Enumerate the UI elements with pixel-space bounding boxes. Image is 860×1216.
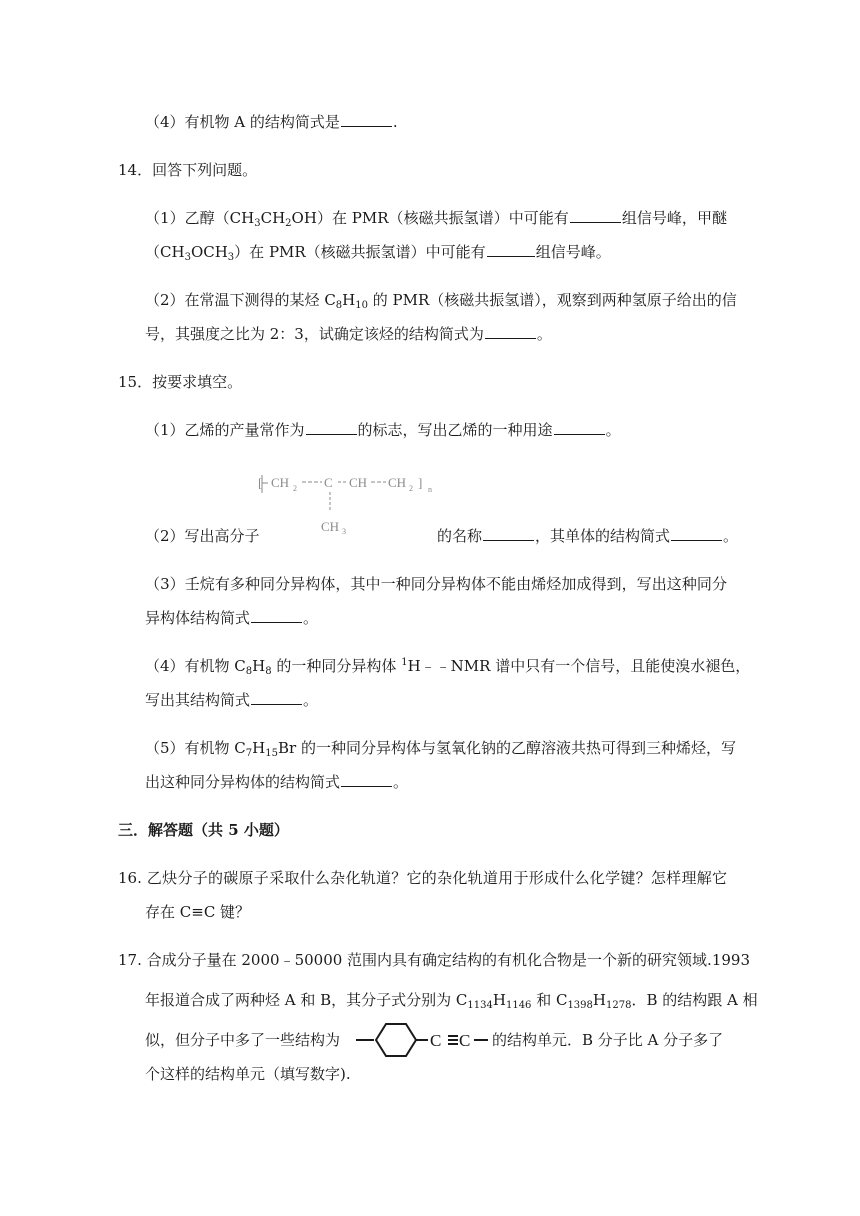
- q15-part4-line2: 写出其结构简式 。: [145, 691, 319, 709]
- question-14-title: 14．回答下列问题。: [118, 161, 258, 179]
- svg-text:2: 2: [293, 484, 297, 493]
- question-16-line1: 16. 乙炔分子的碳原子采取什么杂化轨道？它的杂化轨道用于形成什么化学键？怎样理解它: [118, 869, 727, 887]
- question-17-line2: 年报道合成了两种烃 A 和 B，其分子式分别为 $C_{1134}H_{1146}$ 和 $C_{1398}H_{1278}$．B 的结构跟 A 相: [145, 991, 758, 1011]
- ch-group: CH: [349, 475, 368, 490]
- structural-unit-image: [354, 1016, 490, 1064]
- q14-part1-line1: （1）乙醇$(CH_3CH_2OH)$在 PMR（核磁共振氢谱）中可能有 组信号峰，甲醚: [145, 209, 727, 229]
- svg-text:3: 3: [342, 527, 346, 536]
- carbon-atom-1: C: [430, 1031, 442, 1050]
- q14-part2-line1: （2）在常温下测得的某烃 $C_8H_{10}$ 的 PMR（核磁共振氢谱），观察到两种氢原子给出的信: [145, 291, 737, 311]
- answer-blank[interactable]: [671, 526, 722, 541]
- answer-blank[interactable]: [251, 690, 302, 705]
- q15-part1: （1）乙烯的产量常作为 的标志，写出乙烯的一种用途 。: [145, 421, 621, 439]
- answer-blank[interactable]: [570, 208, 621, 223]
- answer-blank[interactable]: [554, 420, 605, 435]
- question-17-line3-right: 的结构单元．B 分子比 A 分子多了: [492, 1031, 724, 1049]
- bracket-right: ]: [418, 475, 423, 490]
- q15-part3-line1: （3）壬烷有多种同分异构体，其中一种同分异构体不能由烯烃加成得到，写出这种同分: [145, 575, 727, 593]
- answer-blank[interactable]: [251, 608, 302, 623]
- answer-blank[interactable]: [487, 242, 535, 257]
- q14-part2-line2: 号，其强度之比为 2：3，试确定该烃的结构简式为 。: [145, 325, 552, 343]
- q15-part5-line1: （5）有机物 $C_7H_{15}Br$ 的一种同分异构体与氢氧化钠的乙醇溶液共热可得到三种烯烃，写: [145, 739, 736, 759]
- answer-blank[interactable]: [341, 772, 392, 787]
- q15-part4-line1: （4）有机物 $C_8H_8$ 的一种同分异构体 $^1$H﹣﹣NMR 谱中只有一个信号，且能使溴水褪色，: [145, 657, 751, 677]
- question-17-line4: 个这样的结构单元（填写数字).: [145, 1065, 351, 1083]
- question-17-line1: 17. 合成分子量在 2000﹣50000 范围内具有确定结构的有机化合物是一个新的研究领域.1993: [118, 951, 750, 969]
- q15-part5-line2: 出这种同分异构体的结构简式 。: [145, 773, 409, 791]
- ch2-group: CH: [271, 475, 290, 490]
- ch2-group-2: CH: [388, 475, 407, 490]
- methyl-group: CH: [321, 519, 340, 534]
- answer-blank[interactable]: [483, 526, 534, 541]
- q14-part1-line2: $(CH_3OCH_3)$在 PMR（核磁共振氢谱）中可能有 组信号峰。: [145, 243, 611, 263]
- q15-part2-cont: 的名称 ，其单体的结构简式 。: [437, 527, 739, 545]
- q15-part3-line2: 异构体结构简式 。: [145, 609, 319, 627]
- answer-blank[interactable]: [341, 112, 392, 127]
- answer-blank[interactable]: [485, 324, 536, 339]
- svg-text:2: 2: [409, 484, 413, 493]
- carbon-atom-2: C: [459, 1031, 471, 1050]
- q15-part2: （2）写出高分子: [145, 527, 260, 545]
- question-15-title: 15．按要求填空。: [118, 373, 243, 391]
- answer-blank[interactable]: [306, 420, 357, 435]
- svg-text:n: n: [428, 485, 432, 494]
- q13-part4: （4）有机物 A 的结构简式是 .: [145, 113, 398, 131]
- section-3-title: 三．解答题（共 5 小题）: [118, 821, 289, 839]
- polymer-structure-image: [258, 465, 438, 539]
- carbon-atom: C: [324, 475, 333, 490]
- bracket-left: [: [258, 475, 263, 490]
- question-17-line3-left: 似，但分子中多了一些结构为: [145, 1031, 341, 1049]
- question-16-line2: 存在 C≡C 键？: [145, 903, 251, 921]
